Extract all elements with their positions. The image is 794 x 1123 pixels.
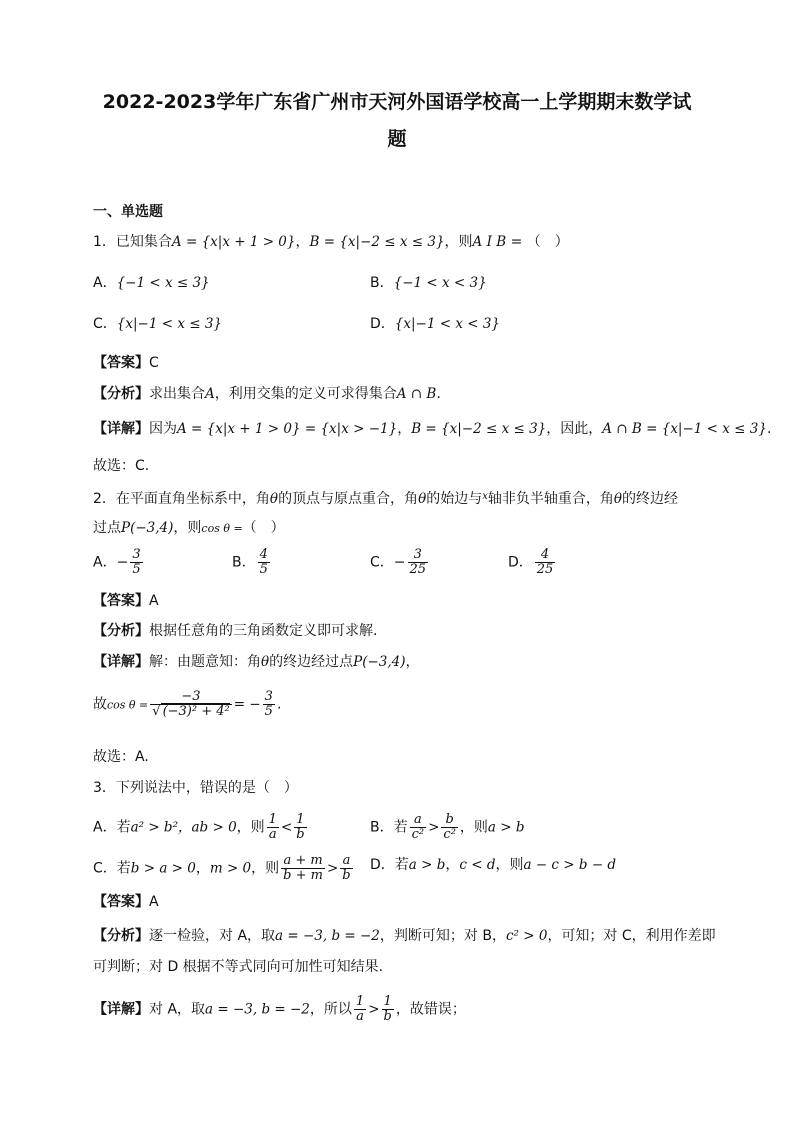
detail-label: 【详解】 [93,421,149,437]
analysis-text: . [436,386,441,402]
option-value: {x|−1 < x < 3} [394,316,501,332]
fraction [281,854,325,883]
answer-value: A [149,894,159,910]
equals-minus: = − [233,696,261,713]
q1-answer [93,352,159,374]
radicand: (−3)² + 4² [162,704,230,719]
detail-text: ， [405,654,420,670]
option-text: ，则 [251,860,280,877]
option-label: B． [232,554,256,571]
numerator: a [340,854,352,869]
analysis-text: 逐一检验，对 A，取 [149,928,276,944]
option-text: ，则 [459,819,488,836]
detail-math: a = −3, b = −2 [205,1001,310,1018]
q1-set-b: B = {x|−2 ≤ x ≤ 3} [309,234,445,250]
denominator: 5 [259,562,268,577]
option-value: {−1 < x < 3} [393,275,487,291]
option-math: a² > b²，ab > 0 [130,819,237,836]
q2-text: 过点 [93,520,121,536]
q3-option-c [93,854,355,883]
detail-text: ， [397,421,412,437]
doc-title-line1: 2022-2023学年广东省广州市天河外国语学校高一上学期期末数学试 [102,91,692,113]
doc-title-line2: 题 [387,128,407,150]
detail-math: A ∩ B = {x|−1 < x ≤ 3} [602,421,767,437]
numerator: 3 [264,689,273,704]
fraction [130,548,142,577]
analysis-text: 求出集合 [149,386,205,402]
analysis-math: a = −3, b = −2 [275,928,380,944]
detail-math: B = {x|−2 ≤ x ≤ 3} [411,421,547,437]
minus-sign: − [393,554,406,571]
answer-value: C [149,355,159,371]
option-math: a > b [408,857,446,873]
fraction [258,548,270,577]
numerator: 4 [259,547,268,562]
answer-label: 【答案】 [93,894,149,910]
option-label: B．若 [370,819,408,836]
q1-option-d [370,313,500,335]
fraction [408,548,429,577]
theta-symbol: θ [613,491,622,507]
analysis-math: A ∩ B [396,386,437,402]
q2-detail [93,651,420,673]
theta-symbol: θ [418,491,427,507]
numerator: 1 [355,994,365,1009]
q1-option-b [370,272,487,294]
q3-answer [93,891,159,913]
denominator: 5 [132,562,141,577]
q2-text: （ ） [242,520,285,536]
q2-answer [93,590,159,612]
q1-stem [93,231,569,253]
denominator: 25 [409,562,427,577]
answer-value: A [149,593,159,609]
denominator: 25 [536,562,554,577]
option-label: C．若 [93,860,131,877]
denominator: 5 [264,704,273,719]
q1-operation: A I B [472,234,507,250]
q1-analysis [93,383,441,405]
q1-stem-end: = （ ） [506,234,569,250]
analysis-text: ，利用交集的定义可求得集合 [214,386,397,402]
numerator: a + m [281,854,325,869]
cos-expression: cos θ = [201,522,243,535]
option-math: m > 0 [209,860,252,877]
denominator: a [268,827,277,842]
fraction [150,690,231,719]
q2-text: 的顶点与原点重合，角 [278,491,419,507]
minus-sign: − [116,554,129,571]
q3-option-a [93,813,309,842]
q3-analysis-line1 [93,925,716,947]
q2-conclusion: 故选：A. [93,749,149,765]
q2-option-b [232,548,272,577]
numerator: 3 [132,547,141,562]
option-text: ， [195,860,210,877]
numerator: 1 [268,812,277,827]
fraction [354,995,366,1024]
option-label: D． [508,554,533,571]
option-label: D． [370,316,395,332]
less-than: < [280,819,293,836]
option-label: D．若 [370,857,409,873]
option-label: A．若 [93,819,131,836]
analysis-text: 根据任意角的三角函数定义即可求解. [149,623,378,639]
denominator: b [296,827,305,842]
analysis-label: 【分析】 [93,386,149,402]
numerator: b [441,813,458,828]
option-text: ， [445,857,460,873]
detail-text: 解：由题意知：角 [149,654,261,670]
detail-text: ，故错误； [395,1001,466,1018]
denominator: √ (−3)² + 4² [152,704,230,719]
q3-stem: 3．下列说法中，错误的是（ ） [93,780,298,796]
point-p: P(−3,4) [121,520,174,536]
detail-text: 对 A，取 [149,1001,206,1018]
numerator: 1 [382,995,394,1010]
point-p: P(−3,4) [353,654,406,670]
q1-conclusion: 故选：C. [93,458,150,474]
greater-than: > [326,860,339,877]
numerator: 1 [294,813,306,828]
theta-symbol: θ [261,654,270,670]
q2-text: 的终边经 [621,491,678,507]
analysis-text: ，可知；对 C，利用作差即 [547,928,716,944]
option-label: C． [93,316,117,332]
analysis-math: c² > 0 [505,928,548,944]
option-label: B． [370,275,394,291]
q2-text: 的始边与 [426,491,483,507]
q3-option-d [370,854,616,876]
fraction [441,813,458,842]
detail-label: 【详解】 [93,1001,149,1018]
option-label: C． [370,554,394,571]
q1-set-a: A = {x|x + 1 > 0} [171,234,296,250]
q2-text: 2．在平面直角坐标系中，角 [93,491,270,507]
q2-text: ，则 [173,520,202,536]
q3-option-b [370,813,525,842]
numerator: −3 [150,690,231,705]
q2-stem-line2 [93,517,285,540]
q2-option-d [508,548,557,577]
detail-text: 故 [93,696,107,713]
fraction [267,813,279,842]
option-math: c < d [459,857,496,873]
denominator: b [383,1009,392,1024]
answer-label: 【答案】 [93,593,149,609]
q2-option-c [370,548,430,577]
option-label: A． [93,275,117,291]
option-text: ，则 [495,857,524,873]
q2-stem-line1 [93,486,678,510]
fraction [294,813,306,842]
denominator: b + m [283,868,323,883]
analysis-math: A [205,386,215,402]
denominator: c² [411,827,425,842]
q1-comma: ， [295,234,310,250]
detail-text: . [766,421,772,437]
denominator: c² [443,827,456,842]
q3-detail [93,995,466,1024]
option-math: a − c > b − d [523,857,617,873]
detail-text: ，因此， [546,421,603,437]
cos-expression: cos θ = [107,698,149,712]
q1-detail [93,418,771,440]
detail-math: A = {x|x + 1 > 0} = {x|x > −1} [177,421,398,437]
option-text: ，则 [236,819,265,836]
section-heading: 一、单选题 [93,204,163,220]
fraction [263,690,275,719]
option-value: {−1 < x ≤ 3} [116,275,210,291]
greater-than: > [428,819,440,836]
fraction [382,995,394,1024]
q3-analysis-line2: 可判断；对 D 根据不等式同向可加性可知结果. [93,959,384,975]
q2-text: 轴非负半轴重合，角 [487,491,614,507]
detail-text: ，所以 [309,1001,352,1018]
detail-text: 因为 [149,421,177,437]
x-symbol: x [482,491,488,502]
option-math: b > a > 0 [130,860,196,877]
q1-stem-then: ，则 [444,234,473,250]
denominator: b [342,868,351,883]
numerator: a [410,813,427,828]
denominator: a [356,1009,364,1024]
fraction [535,548,556,577]
detail-text: . [276,696,282,713]
q2-detail-formula [93,690,281,719]
q1-stem-text: 1．已知集合 [93,234,172,250]
answer-label: 【答案】 [93,355,149,371]
fraction [340,854,352,883]
numerator: 3 [408,548,429,563]
option-value: {x|−1 < x ≤ 3} [116,316,223,332]
analysis-label: 【分析】 [93,928,149,944]
option-label: A． [93,554,117,571]
q2-analysis [93,620,377,642]
detail-text: 的终边经过点 [269,654,354,670]
theta-symbol: θ [269,491,279,507]
analysis-label: 【分析】 [93,623,149,639]
option-math: a > b [487,819,525,836]
numerator: 4 [535,548,556,563]
q1-option-a [93,272,210,294]
detail-label: 【详解】 [93,654,149,670]
fraction [410,813,427,842]
analysis-text: ，判断可知；对 B， [379,928,506,944]
q1-option-c [93,313,222,335]
greater-than: > [368,1001,380,1018]
q2-option-a [93,548,145,577]
